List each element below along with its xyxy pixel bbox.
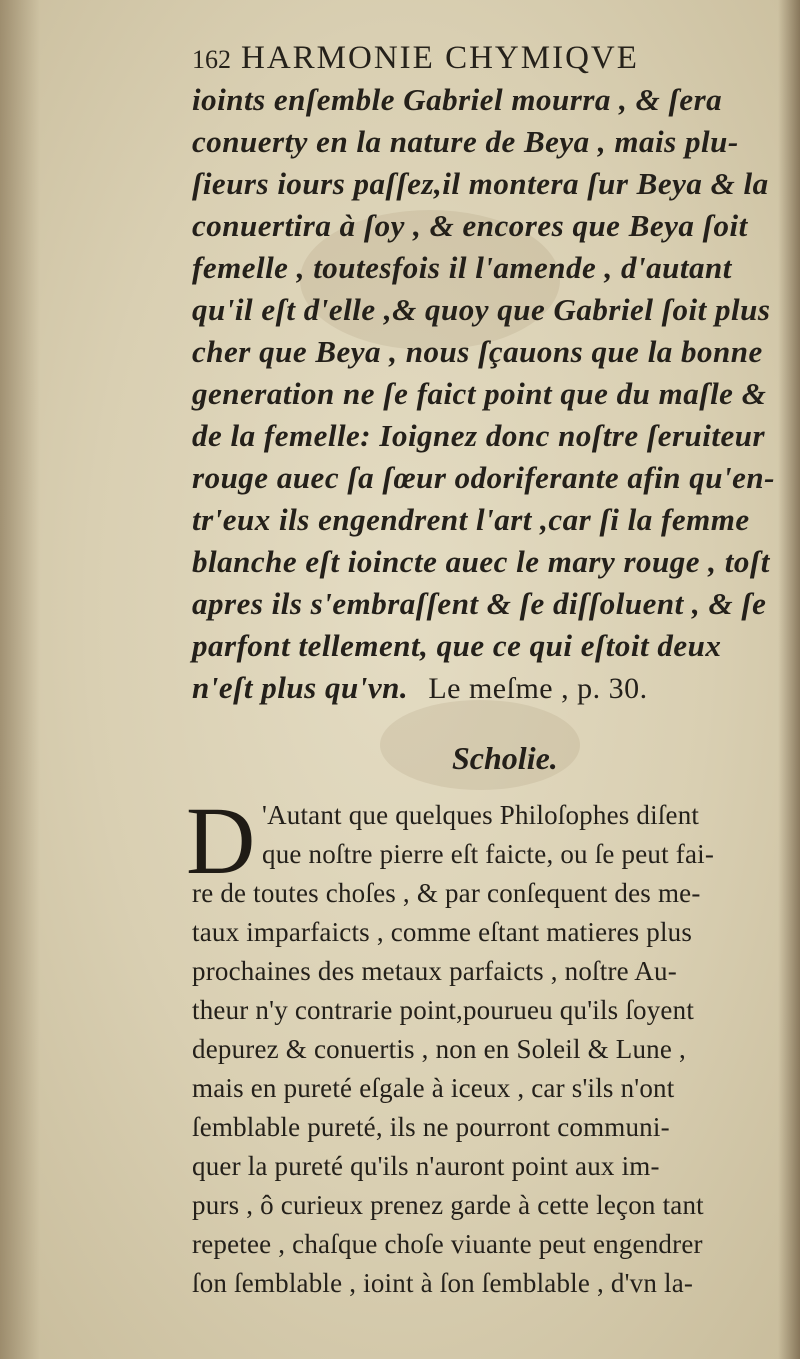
text-line: cher que Beya , nous ſçauons que la bonne <box>192 334 763 369</box>
text-line: de la femelle: Ioignez donc noſtre ſeruiteur <box>192 418 766 453</box>
text-line: ioints enſemble Gabriel mourra , & ſera <box>192 82 723 117</box>
text-line: repetee , chaſque choſe viuante peut engendrer <box>192 1229 703 1259</box>
text-line: tr'eux ils engendrent l'art ,car ſi la femme <box>192 502 750 537</box>
page-number: 162 <box>192 45 231 74</box>
text-line: generation ne ſe faict point que du maſle & <box>192 376 767 411</box>
text-line: purs , ô curieux prenez garde à cette leçon tant <box>192 1190 704 1220</box>
source-citation: Le meſme , p. 30. <box>428 672 648 705</box>
gutter-shadow <box>0 0 40 1359</box>
text-line: qu'il eſt d'elle ,& quoy que Gabriel ſoit plus <box>192 292 771 327</box>
section-heading: Scholie. <box>452 740 558 776</box>
running-title: HARMONIE CHYMIQVE <box>241 40 639 76</box>
text-line: depurez & conuertis , non en Soleil & Lune , <box>192 1034 686 1064</box>
text-line: ſemblable pureté, ils ne pourront communi- <box>192 1112 670 1142</box>
text-line: ſon ſemblable , ioint à ſon ſemblable , d'vn la- <box>192 1268 694 1298</box>
text-line: femelle , toutesfois il l'amende , d'autant <box>192 250 732 285</box>
text-line: conuertira à ſoy , & encores que Beya ſoit <box>192 208 748 243</box>
text-line: 'Autant que quelques Philoſophes diſent <box>262 800 700 830</box>
text-line: que noſtre pierre eſt faicte, ou ſe peut fai- <box>262 839 715 869</box>
text-line: prochaines des metaux parfaicts , noſtre Au- <box>192 956 677 986</box>
running-header <box>192 40 790 77</box>
text-line: apres ils s'embraſſent & ſe diſſoluent , & ſe <box>192 586 767 621</box>
text-line: conuerty en la nature de Beya , mais plu- <box>192 124 739 159</box>
text-line: ſieurs iours paſſez,il montera ſur Beya & la <box>192 166 769 201</box>
drop-cap: D <box>186 787 256 894</box>
text-line: mais en pureté eſgale à iceux , car s'ils n'ont <box>192 1073 675 1103</box>
text-line <box>192 670 790 706</box>
text-line: parfont tellement, que ce qui eſtoit deux <box>192 628 722 663</box>
text-line: theur n'y contrarie point,pourueu qu'ils ſoyent <box>192 995 695 1025</box>
text-line: blanche eſt ioincte auec le mary rouge , toſt <box>192 544 770 579</box>
text-line: quer la pureté qu'ils n'auront point aux im- <box>192 1151 660 1181</box>
text-line: rouge auec ſa ſœur odoriferante afin qu'en- <box>192 460 775 495</box>
text-line: taux imparfaicts , comme eſtant matieres plus <box>192 917 693 947</box>
closing-italic-text: n'eſt plus qu'vn. <box>192 670 409 705</box>
text-line: re de toutes choſes , & par conſequent des me- <box>192 878 701 908</box>
